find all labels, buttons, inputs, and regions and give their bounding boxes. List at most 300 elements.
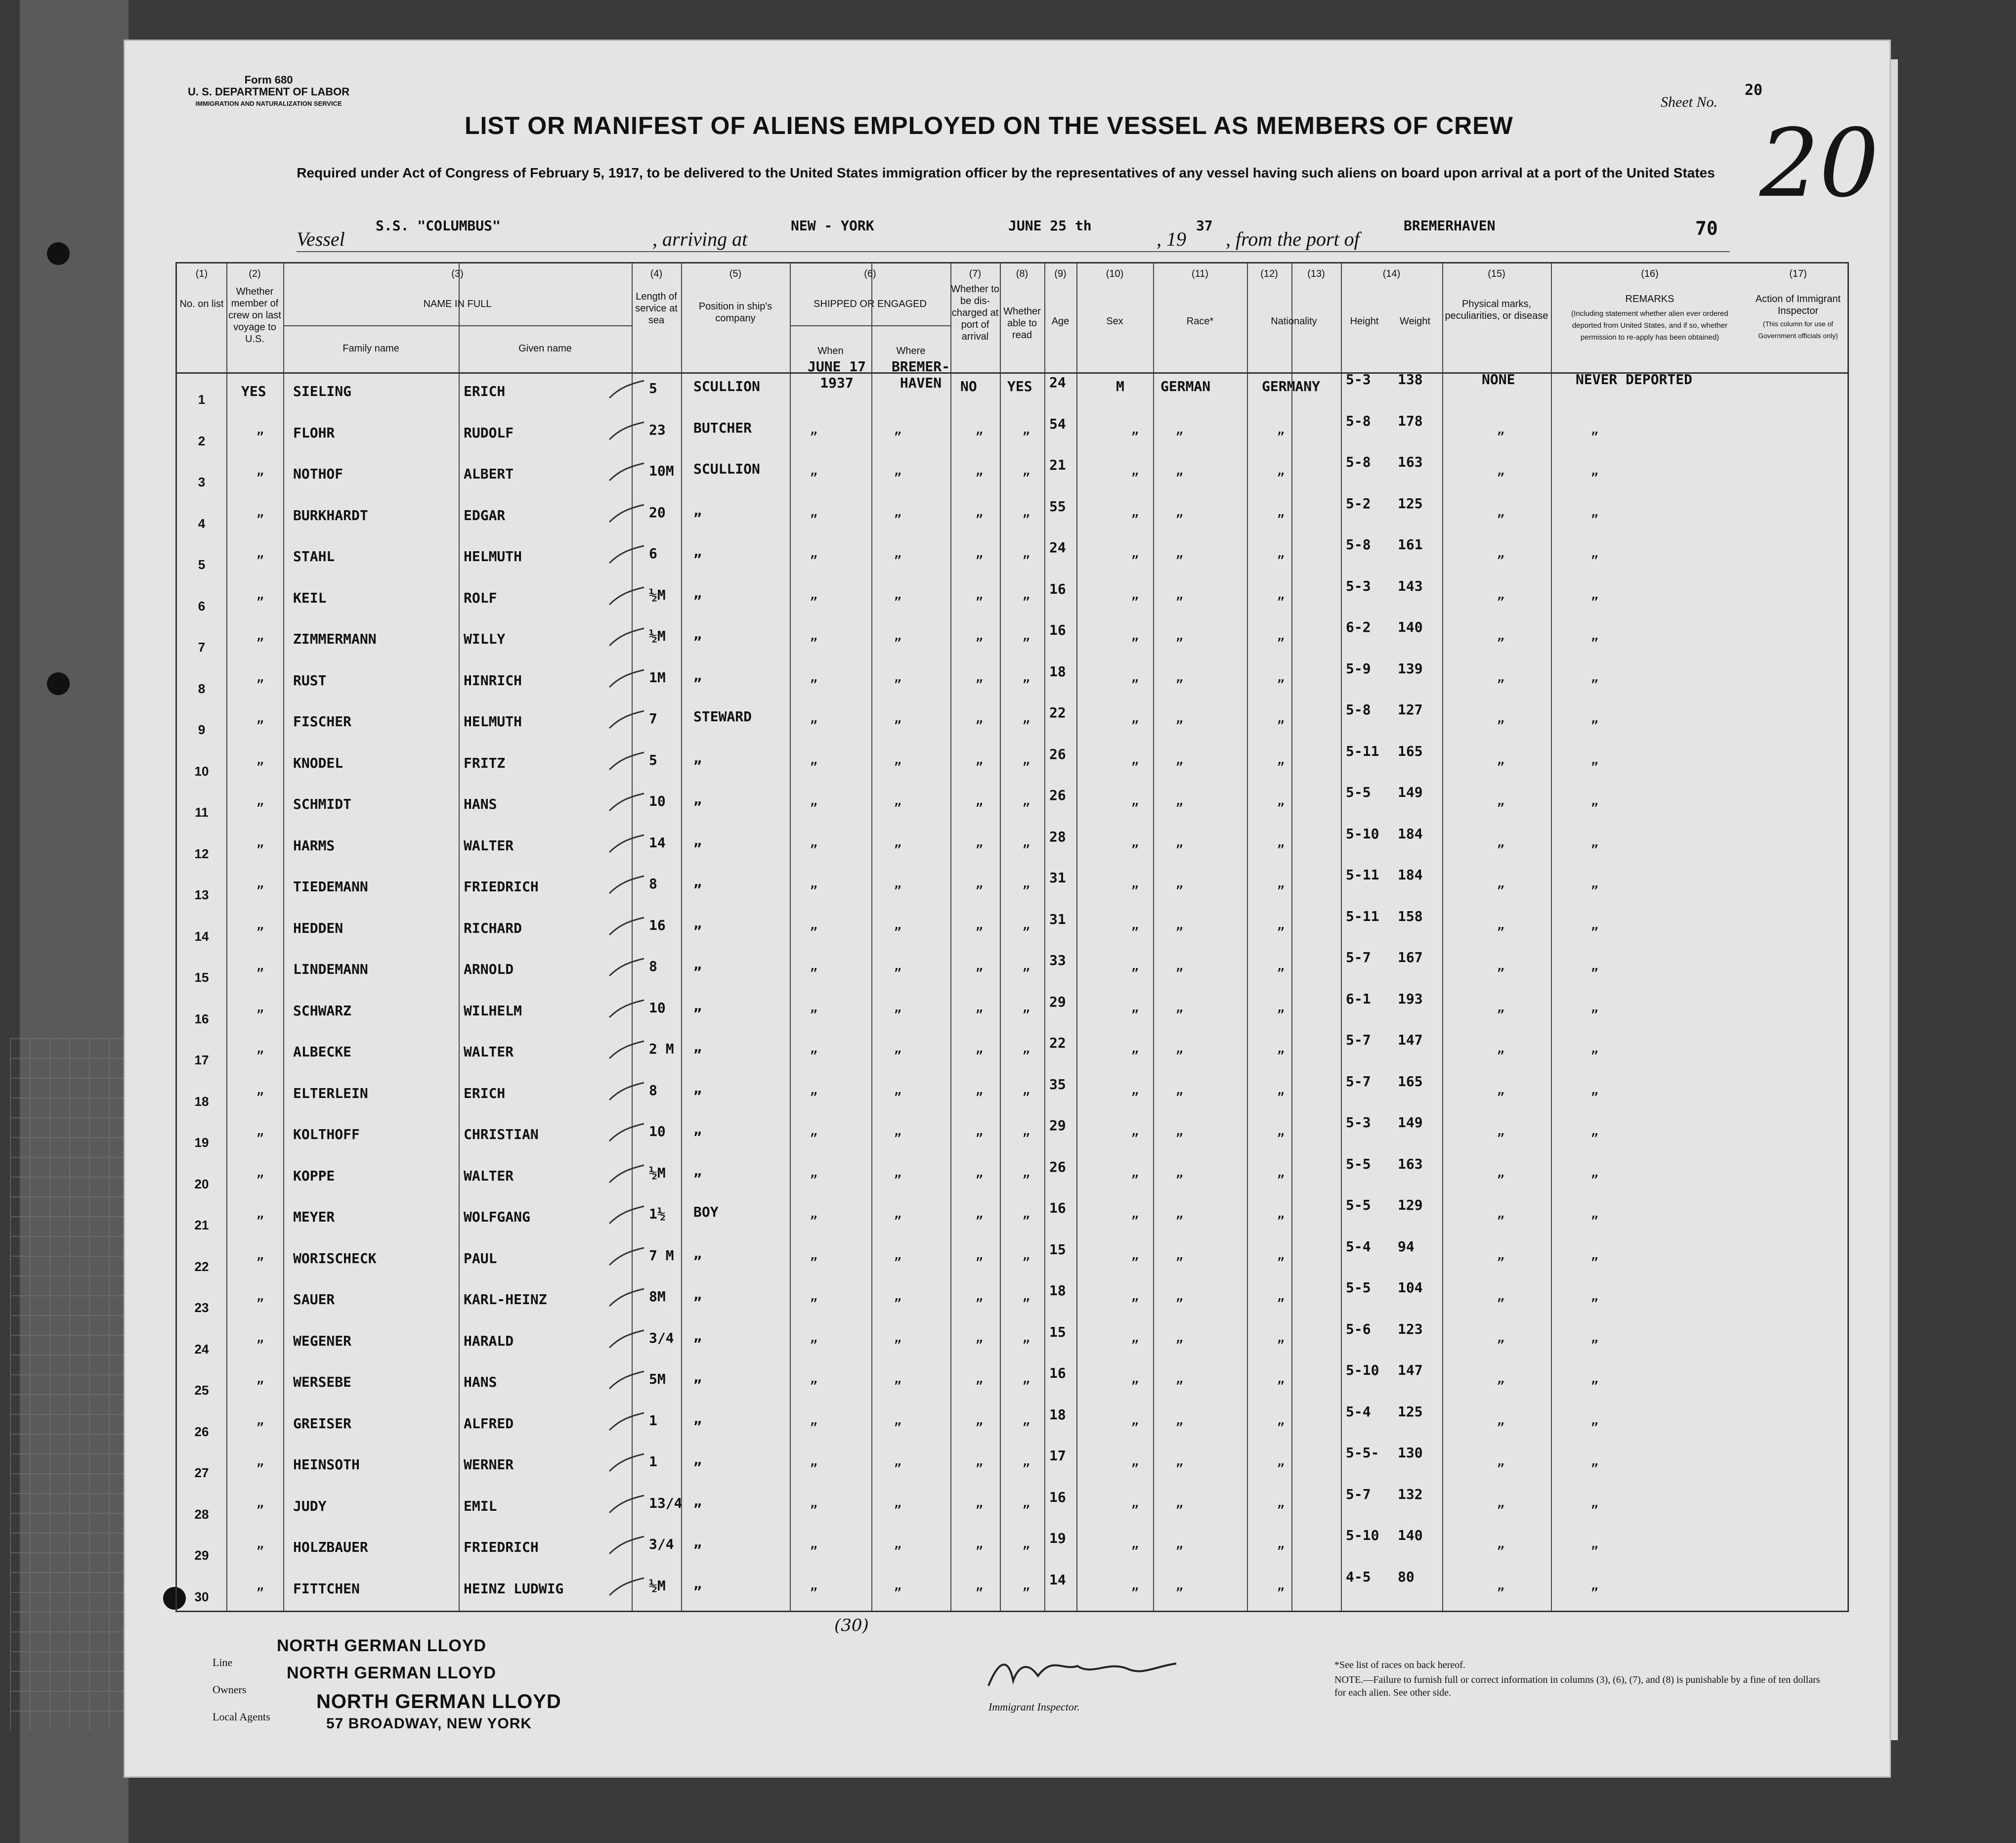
ditto-mark: „: [1022, 833, 1030, 850]
vessel-line: [297, 218, 1730, 252]
tick-mark: [607, 750, 646, 775]
age: 24: [1049, 374, 1066, 391]
age: 17: [1049, 1448, 1066, 1464]
age: 55: [1049, 498, 1066, 515]
ditto-mark: „: [1497, 957, 1505, 973]
age: 16: [1049, 622, 1066, 638]
ditto-mark: „: [1497, 1493, 1505, 1510]
col-position-header: Position in ship's company: [698, 301, 772, 324]
ditto-mark: „: [1131, 1328, 1139, 1345]
column-number: (16): [1641, 268, 1659, 279]
weight: 125: [1398, 495, 1423, 512]
family-name: HOLZBAUER: [293, 1539, 368, 1555]
ditto-mark: „: [1175, 1576, 1184, 1593]
height: 5-5: [1346, 784, 1371, 800]
ditto-mark: „: [975, 503, 984, 520]
weight: 158: [1398, 908, 1423, 924]
column-number: (13): [1307, 268, 1325, 279]
ditto-mark: „: [1022, 750, 1030, 767]
ditto-mark: „: [1175, 1493, 1184, 1510]
ditto-mark: „: [1590, 1452, 1599, 1469]
ditto-mark: „: [975, 1287, 984, 1304]
ditto-mark: „: [975, 957, 984, 973]
ditto-mark: „: [975, 750, 984, 767]
row-number: 17: [194, 1053, 209, 1067]
graph-paper-edge: [10, 1038, 133, 1730]
ditto-mark: „: [1131, 544, 1139, 561]
age: 18: [1049, 663, 1066, 680]
ditto-mark: „: [1590, 462, 1599, 478]
ditto-mark: „: [1497, 462, 1505, 478]
column-number: (11): [1191, 268, 1209, 279]
ditto-mark: „: [1131, 462, 1139, 478]
age: 22: [1049, 704, 1066, 721]
ditto-mark: „: [1590, 833, 1599, 850]
ditto-mark: „: [256, 957, 264, 973]
ditto-mark: „: [1175, 1452, 1184, 1469]
ditto-mark: „: [1022, 1163, 1030, 1180]
family-name: HARMS: [293, 837, 335, 854]
column-divider: [226, 263, 227, 1611]
height: 5-8: [1346, 702, 1371, 718]
ditto-mark: „: [1277, 503, 1285, 520]
ditto-mark: „: [1175, 585, 1184, 602]
ship-position: „: [693, 915, 702, 931]
weight: 193: [1398, 990, 1423, 1007]
ship-position: BUTCHER: [693, 419, 752, 436]
vessel-name: S.S. "COLUMBUS": [376, 218, 501, 234]
ditto-mark: „: [1497, 1205, 1505, 1221]
service-length: 5M: [649, 1371, 666, 1387]
races-note: *See list of races on back hereof.: [1334, 1660, 1465, 1670]
ditto-mark: „: [256, 1246, 264, 1263]
ditto-mark: „: [810, 1081, 818, 1097]
weight: 147: [1398, 1362, 1423, 1378]
col-given-header: Given name: [518, 343, 572, 354]
column-divider: [1247, 263, 1248, 1611]
ditto-mark: „: [1131, 916, 1139, 932]
ditto-mark: „: [1590, 420, 1599, 437]
ditto-mark: „: [1131, 1122, 1139, 1139]
ditto-mark: „: [810, 1328, 818, 1345]
ditto-mark: „: [1175, 1122, 1184, 1139]
ditto-mark: „: [975, 1576, 984, 1593]
age: 29: [1049, 1117, 1066, 1134]
ditto-mark: „: [256, 1328, 264, 1345]
height: 5-5-: [1346, 1445, 1379, 1461]
col-remarks-header: REMARKS: [1625, 294, 1674, 305]
column-divider: [1442, 263, 1443, 1611]
family-name: JUDY: [293, 1497, 327, 1514]
ship-position: „: [693, 791, 702, 807]
ditto-mark: „: [810, 1535, 818, 1551]
given-name: ERICH: [464, 383, 506, 399]
ditto-mark: „: [894, 585, 902, 602]
vessel-underline: [297, 251, 1730, 252]
family-name: MEYER: [293, 1209, 335, 1225]
ditto-mark: „: [810, 875, 818, 891]
ditto-mark: „: [1022, 916, 1030, 932]
ditto-mark: „: [1497, 1246, 1505, 1263]
extra-number: 70: [1695, 218, 1718, 239]
sheet-number-handwritten: 20: [1759, 109, 1879, 218]
row-number: 6: [198, 598, 206, 614]
ditto-mark: „: [975, 792, 984, 808]
row-number: 15: [194, 970, 209, 985]
ditto-mark: „: [1277, 1205, 1285, 1221]
ditto-mark: „: [975, 833, 984, 850]
age: 15: [1049, 1323, 1066, 1340]
ditto-mark: „: [1175, 792, 1184, 808]
column-divider: [871, 263, 872, 1611]
column-number: (6): [864, 268, 876, 279]
column-number: (15): [1488, 268, 1505, 279]
service-length: 5: [649, 380, 657, 396]
ditto-mark: „: [1590, 1328, 1599, 1345]
ditto-mark: „: [1175, 957, 1184, 973]
weight: 184: [1398, 867, 1423, 883]
col-weight-header: Weight: [1400, 316, 1430, 327]
family-name: WORISCHECK: [293, 1250, 377, 1267]
service-length: 5: [649, 751, 657, 768]
weight: 140: [1398, 619, 1423, 635]
ditto-mark: „: [256, 1411, 264, 1428]
given-name: WALTER: [464, 837, 514, 854]
ditto-mark: „: [894, 1287, 902, 1304]
ship-position: „: [693, 667, 702, 684]
form-number: Form 680 U. S. DEPARTMENT OF LABOR IMMIGRATION AND NATURALIZATION SERVICE: [188, 74, 350, 107]
weight: 130: [1398, 1445, 1423, 1461]
height: 5-4: [1346, 1238, 1371, 1255]
ditto-mark: „: [1175, 1205, 1184, 1221]
family-name: BURKHARDT: [293, 507, 368, 524]
tick-mark: [607, 791, 646, 816]
given-name: ALFRED: [464, 1415, 514, 1432]
given-name: FRIEDRICH: [464, 878, 539, 895]
service-length: 7 M: [649, 1247, 674, 1264]
inspector-signature: [979, 1646, 1186, 1701]
age: 14: [1049, 1571, 1066, 1588]
ditto-mark: „: [1590, 998, 1599, 1015]
family-name: TIEDEMANN: [293, 878, 368, 895]
ditto-mark: „: [975, 1246, 984, 1263]
ship-position: SCULLION: [693, 461, 760, 477]
ditto-mark: „: [1175, 462, 1184, 478]
inspector-label: Immigrant Inspector.: [988, 1701, 1080, 1713]
age: 24: [1049, 539, 1066, 556]
ditto-mark: „: [810, 1122, 818, 1139]
name-subhead-line: [283, 325, 632, 326]
ditto-mark: „: [1590, 1081, 1599, 1097]
ditto-mark: „: [1022, 1535, 1030, 1551]
ditto-mark: „: [1497, 1535, 1505, 1551]
ditto-mark: „: [1277, 792, 1285, 808]
height: 5-3: [1346, 371, 1371, 388]
ditto-mark: „: [1590, 1246, 1599, 1263]
ditto-mark: „: [1497, 1576, 1505, 1593]
height: 5-10: [1346, 1362, 1379, 1378]
ditto-mark: „: [1131, 1370, 1139, 1386]
age: 29: [1049, 993, 1066, 1010]
ditto-mark: „: [1590, 750, 1599, 767]
ditto-mark: „: [1175, 503, 1184, 520]
ship-position: „: [693, 1162, 702, 1179]
ditto-mark: „: [1590, 1493, 1599, 1510]
family-name: FITTCHEN: [293, 1580, 360, 1597]
ditto-mark: „: [1277, 916, 1285, 932]
family-name: SCHWARZ: [293, 1002, 352, 1019]
page-subtitle: Required under Act of Congress of February 5, 1917, to be delivered to the United States immigration officer by the representatives of any vessel having such aliens on board upon arrival at a port of the United States: [297, 165, 1715, 180]
tick-mark: [607, 1039, 646, 1063]
weight: 125: [1398, 1403, 1423, 1420]
ditto-mark: „: [1022, 1040, 1030, 1056]
ditto-mark: „: [1131, 709, 1139, 726]
service-length: 6: [649, 545, 657, 562]
service-length: ½M: [649, 586, 666, 603]
ditto-mark: „: [1022, 420, 1030, 437]
arrival-port: NEW - YORK: [791, 218, 874, 234]
tick-mark: [607, 1451, 646, 1476]
sheet-number: 20: [1745, 82, 1763, 99]
ditto-mark: „: [1131, 1535, 1139, 1551]
weight: 129: [1398, 1197, 1423, 1213]
nationality: GERMANY: [1262, 378, 1321, 395]
page-title: LIST OR MANIFEST OF ALIENS EMPLOYED ON THE VESSEL AS MEMBERS OF CREW: [465, 112, 1513, 139]
ditto-mark: „: [1022, 998, 1030, 1015]
ditto-mark: „: [256, 1205, 264, 1221]
column-divider: [1000, 263, 1001, 1611]
ditto-mark: „: [810, 709, 818, 726]
age: 19: [1049, 1530, 1066, 1546]
col-discharged-header: Whether to be dis-charged at port of arrival: [951, 284, 999, 342]
ditto-mark: „: [894, 916, 902, 932]
weight: 140: [1398, 1527, 1423, 1543]
tick-mark: [607, 1245, 646, 1270]
ditto-mark: „: [1277, 875, 1285, 891]
ditto-mark: „: [1497, 1040, 1505, 1056]
ditto-mark: „: [1590, 544, 1599, 561]
row-number: 10: [194, 763, 209, 779]
ditto-mark: „: [1590, 916, 1599, 932]
owners-label: Owners: [213, 1683, 247, 1696]
given-name: ARNOLD: [464, 961, 514, 977]
tick-mark: [607, 543, 646, 568]
ship-position: „: [693, 1286, 702, 1303]
ditto-mark: „: [1022, 462, 1030, 478]
service-length: 16: [649, 917, 666, 933]
ditto-mark: „: [1022, 544, 1030, 561]
row-number: 22: [194, 1259, 209, 1274]
ditto-mark: „: [894, 875, 902, 891]
ditto-mark: „: [1175, 544, 1184, 561]
punch-hole: [47, 242, 70, 265]
ditto-mark: „: [1175, 1040, 1184, 1056]
given-name: WILLY: [464, 631, 506, 647]
ditto-mark: „: [975, 1370, 984, 1386]
ditto-mark: „: [1022, 1576, 1030, 1593]
column-divider: [950, 263, 951, 1611]
col-when-header: When: [817, 346, 844, 356]
given-name: HELMUTH: [464, 713, 522, 730]
ship-position: „: [693, 584, 702, 601]
ditto-mark: „: [1590, 1122, 1599, 1139]
ditto-mark: „: [1590, 875, 1599, 891]
column-divider: [1551, 263, 1552, 1611]
ditto-mark: „: [975, 668, 984, 685]
tick-mark: [607, 1576, 646, 1600]
ditto-mark: „: [894, 833, 902, 850]
height: 5-3: [1346, 1114, 1371, 1131]
ditto-mark: „: [1590, 503, 1599, 520]
family-name: SAUER: [293, 1291, 335, 1308]
ship-position: „: [693, 1492, 702, 1509]
ditto-mark: „: [810, 1370, 818, 1386]
agents-stamp: NORTH GERMAN LLOYD: [316, 1691, 561, 1712]
ditto-mark: „: [1590, 1205, 1599, 1221]
ditto-mark: „: [1175, 627, 1184, 643]
weight: 143: [1398, 577, 1423, 594]
given-name: HEINZ LUDWIG: [464, 1580, 564, 1597]
height: 5-8: [1346, 454, 1371, 470]
weight: 161: [1398, 536, 1423, 553]
weight: 163: [1398, 454, 1423, 470]
ship-position: „: [693, 1327, 702, 1344]
row-number: 30: [194, 1589, 209, 1604]
height: 5-11: [1346, 867, 1379, 883]
ditto-mark: „: [975, 916, 984, 932]
ditto-mark: „: [894, 1246, 902, 1263]
ditto-mark: „: [894, 1411, 902, 1428]
family-name: RUST: [293, 672, 327, 689]
weight: 94: [1398, 1238, 1415, 1255]
ship-position: „: [693, 1039, 702, 1055]
ditto-mark: „: [1277, 1452, 1285, 1469]
ship-position: „: [693, 874, 702, 890]
col-where-header: Where: [896, 346, 926, 356]
ditto-mark: „: [1277, 1040, 1285, 1056]
ditto-mark: „: [1277, 709, 1285, 726]
weight: 139: [1398, 660, 1423, 677]
ditto-mark: „: [256, 1287, 264, 1304]
given-name: HINRICH: [464, 672, 522, 689]
ditto-mark: „: [1022, 875, 1030, 891]
ditto-mark: „: [1497, 833, 1505, 850]
weight: 147: [1398, 1032, 1423, 1048]
weight: 127: [1398, 702, 1423, 718]
given-name: RICHARD: [464, 920, 522, 936]
ditto-mark: „: [975, 1411, 984, 1428]
weight: 149: [1398, 1114, 1423, 1131]
given-name: EDGAR: [464, 507, 506, 524]
ditto-mark: „: [894, 668, 902, 685]
ditto-mark: „: [1175, 1163, 1184, 1180]
row-number: 1: [198, 392, 206, 407]
ship-position: „: [693, 749, 702, 766]
ditto-mark: „: [1277, 1163, 1285, 1180]
weight: 165: [1398, 1073, 1423, 1090]
ditto-mark: „: [256, 544, 264, 561]
age: 28: [1049, 828, 1066, 845]
ditto-mark: „: [894, 1205, 902, 1221]
row-number: 27: [194, 1465, 209, 1480]
column-number: (3): [451, 268, 464, 279]
age: 31: [1049, 870, 1066, 886]
row-number: 3: [198, 475, 206, 489]
tick-mark: [607, 1121, 646, 1146]
service-length: 3/4: [649, 1536, 674, 1552]
ditto-mark: „: [810, 1246, 818, 1263]
col-marks-header: Physical marks, peculiarities, or disease: [1445, 299, 1548, 321]
ditto-mark: „: [1175, 875, 1184, 891]
ditto-mark: „: [1277, 1328, 1285, 1345]
given-name: EMIL: [464, 1497, 497, 1514]
column-number: (2): [249, 268, 261, 279]
ditto-mark: „: [1022, 1287, 1030, 1304]
ditto-mark: „: [1497, 1411, 1505, 1428]
age: 21: [1049, 457, 1066, 473]
ditto-mark: „: [1497, 998, 1505, 1015]
col-nationality-header: Nationality: [1271, 316, 1317, 327]
ditto-mark: „: [1022, 709, 1030, 726]
ditto-mark: „: [1590, 1370, 1599, 1386]
service-length: 2 M: [649, 1041, 674, 1057]
height: 5-3: [1346, 577, 1371, 594]
col-action-subheader: (This column for use of Government officials only): [1758, 320, 1838, 340]
tick-mark: [607, 378, 646, 403]
row-number: 8: [198, 681, 206, 696]
ditto-mark: „: [256, 1370, 264, 1386]
given-name: WALTER: [464, 1167, 514, 1184]
ditto-mark: „: [1497, 627, 1505, 643]
ditto-mark: „: [256, 1576, 264, 1593]
weight: 167: [1398, 949, 1423, 965]
ditto-mark: „: [1590, 792, 1599, 808]
service-length: 13/4: [649, 1494, 683, 1511]
ditto-mark: „: [1131, 503, 1139, 520]
ditto-mark: „: [1497, 750, 1505, 767]
ditto-mark: „: [894, 1122, 902, 1139]
ditto-mark: „: [810, 420, 818, 437]
ditto-mark: „: [256, 916, 264, 932]
age: 33: [1049, 952, 1066, 968]
punch-hole: [47, 672, 70, 695]
row-number: 4: [198, 516, 206, 531]
agents-label: Local Agents: [213, 1711, 270, 1723]
given-name: WOLFGANG: [464, 1209, 530, 1225]
ditto-mark: „: [1590, 1040, 1599, 1056]
family-name: KOPPE: [293, 1167, 335, 1184]
height: 5-5: [1346, 1155, 1371, 1172]
departure-port: BREMERHAVEN: [1404, 218, 1496, 234]
column-divider: [790, 263, 791, 1611]
weight: 165: [1398, 743, 1423, 759]
col-name-header: NAME IN FULL: [423, 299, 492, 309]
family-name: LINDEMANN: [293, 961, 368, 977]
tick-mark: [607, 1204, 646, 1229]
ditto-mark: „: [1022, 792, 1030, 808]
given-name: KARL-HEINZ: [464, 1291, 547, 1308]
column-divider: [283, 263, 284, 1611]
ditto-mark: „: [1131, 1411, 1139, 1428]
row-number: 5: [198, 557, 206, 572]
ditto-mark: „: [256, 462, 264, 478]
row-number: 25: [194, 1383, 209, 1398]
height: 5-6: [1346, 1320, 1371, 1337]
given-name: PAUL: [464, 1250, 497, 1267]
family-name: WEGENER: [293, 1332, 352, 1349]
row-number: 11: [195, 805, 209, 820]
ditto-mark: „: [1175, 420, 1184, 437]
